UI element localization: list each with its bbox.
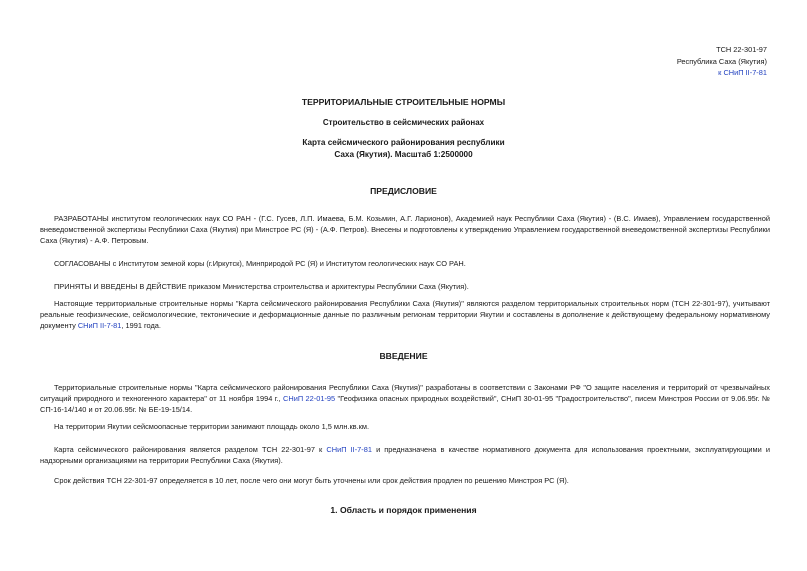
map-title-line-1: Карта сейсмического районирования республики xyxy=(302,138,505,147)
foreword-paragraph-developed: РАЗРАБОТАНЫ институтом геологических наук СО РАН - (Г.С. Гусев, Л.П. Имаева, Б.М. Козьмин, А.Г. Ларионов), Академией наук Республики Саха (Якутия) - (В.С. Имаев), Управлением государственной вневедомственной экспертизы Республики Саха (Якутия) при Минстрое РС (Я) - (А.Ф. Петров). Внесены и подготовлены к утверждению Управлением государственной вневедомственной экспертизы Республики Саха (Якутия) - А.Ф. Петровым. xyxy=(40,214,770,245)
snip-ii-7-81-link[interactable]: СНиП II-7-81 xyxy=(77,321,122,330)
foreword-paragraph-adopted: ПРИНЯТЫ И ВВЕДЕНЫ В ДЕЙСТВИЕ приказом Министерства строительства и архитектуры Республики Саха (Якутия). xyxy=(54,282,469,291)
introduction-heading: ВВЕДЕНИЕ xyxy=(379,351,428,361)
snip-ii-7-81-intro-link[interactable]: СНиП II-7-81 xyxy=(326,445,372,454)
document-category-title: ТЕРРИТОРИАЛЬНЫЕ СТРОИТЕЛЬНЫЕ НОРМЫ xyxy=(301,97,506,107)
snip-reference-link[interactable]: к СНиП II-7-81 xyxy=(718,68,767,77)
document-subject-title: Строительство в сейсмических районах xyxy=(322,118,485,127)
section-1-heading: 1. Область и порядок применения xyxy=(330,505,477,515)
intro-paragraph-purpose: Карта сейсмического районирования является разделом ТСН 22-301-97 к СНиП II-7-81 и предназначена в качестве нормативного документа для использования проектными, эксплуатирующими и надзорными организациями на территории Республики Саха (Якутия). xyxy=(40,445,770,465)
doc-code: ТСН 22-301-97 xyxy=(716,45,767,54)
doc-region: Республика Саха (Якутия) xyxy=(676,56,767,66)
foreword-paragraph-scope: Настоящие территориальные строительные нормы "Карта сейсмического районирования Республики Саха (Якутия)" являются разделом территориальных строительных норм (ТСН 22-301-97), учитывают реальные геофизические, сейсмологические, тектонические и деформационные данные по различным регионам территории Якутии и составлены в дополнение к действующему федеральному нормативному документу СНиП II-7-81, 1991 года. xyxy=(40,299,770,330)
intro-paragraph-validity: Срок действия ТСН 22-301-97 определяется в 10 лет, после чего они могут быть уточнены или срок действия продлен по решению Минстроя РС (Я). xyxy=(54,476,569,485)
foreword-heading: ПРЕДИСЛОВИЕ xyxy=(370,186,437,196)
map-title-line-2: Саха (Якутия). Масштаб 1:2500000 xyxy=(334,149,473,159)
foreword-paragraph-agreed: СОГЛАСОВАНЫ с Институтом земной коры (г.Иркутск), Минприродой РС (Я) и Институтом геологических наук СО РАН. xyxy=(54,259,466,268)
document-map-title xyxy=(0,137,807,160)
document-reference-block xyxy=(677,44,767,79)
intro-paragraph-basis: Территориальные строительные нормы "Карта сейсмического районирования Республики Саха (Якутия)" разработаны в соответствии с Законами РФ "О защите населения и территорий от чрезвычайных ситуаций природного и техногенного характера" от 11 ноября 1994 г., СНиП 22-01-95 "Геофизика опасных природных воздействий", СНиП 30-01-95 "Градостроительство", писем Минстроя России от 9.06.95г. № СП-16-14/140 и от 20.06.95г. № БЕ-19-15/14. xyxy=(40,383,770,414)
intro-paragraph-area: На территории Якутии сейсмоопасные территории занимают площадь около 1,5 млн.кв.км. xyxy=(54,422,370,431)
snip-22-01-95-link[interactable]: СНиП 22-01-95 xyxy=(283,394,336,403)
